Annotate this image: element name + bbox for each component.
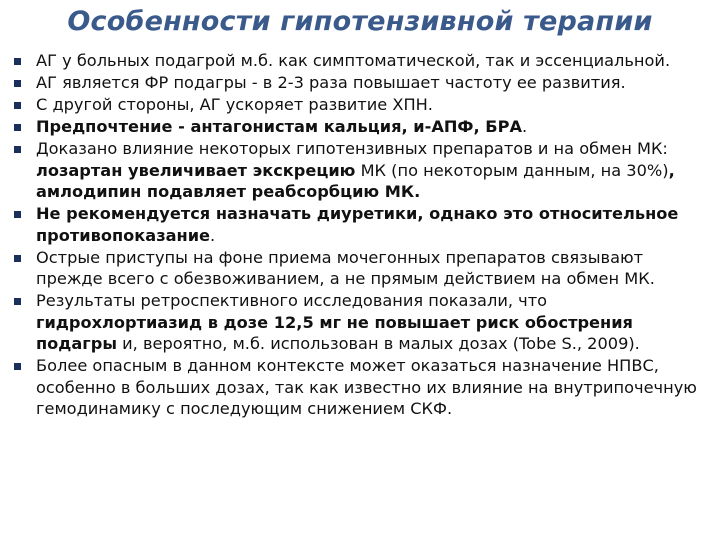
square-bullet-icon [14,298,21,305]
text-run: . [210,225,216,245]
bullet-item [12,116,712,138]
bullet-item [12,290,712,355]
bullet-text [36,139,675,201]
text-run: . [521,117,528,136]
text-run: АГ у больных подагрой м.б. как симптоматической, так и эссенциальной. [36,51,671,70]
text-run: и, вероятно, м.б. использован в малых дозах (Tobe S., 2009). [117,334,640,353]
text-run: С другой стороны, АГ ускоряет развитие ХПН. [36,95,433,114]
bold-text-run: гидрохлортиазид в дозе 12,5 мг не повышает риск обострения подагры [36,312,633,353]
bullet-text [36,95,433,114]
bold-text-run: , амлодипин подавляет реабсорбцию МК. [36,160,675,201]
bold-text-run: Предпочтение - антагонистам кальция, и-АПФ, БРА [36,117,522,136]
square-bullet-icon [14,363,21,370]
bullet-text [36,51,670,70]
slide-title: Особенности гипотензивной терапии [67,6,653,37]
bold-text-run: Не рекомендуется назначать диуретики, однако это относительное противопоказание [36,204,679,245]
text-run: Острые приступы на фоне приема мочегонных препаратов связывают прежде всего с обезвоживанием, а не прямым действием на обмен МК. [36,247,655,288]
bullet-text [36,248,655,289]
text-run: Доказано влияние некоторых гипотензивных препаратов и на обмен МК: [36,139,668,158]
text-run: АГ является ФР подагры - в 2-3 раза повышает частоту ее развития. [36,73,626,92]
text-run: Результаты ретроспективного исследования показали, что [36,291,548,310]
text-run: МК (по некоторым данным, на 30%) [355,160,669,180]
text-run: Более опасным в данном контексте может оказаться назначение НПВС, особенно в больших дозах, так как известно их влияние на внутрипочечную гемодинамику с последующим снижением СКФ. [36,356,697,418]
bullet-item [12,138,712,203]
bold-text-run: лозартан увеличивает экскрецию [36,160,356,180]
bullet-item [12,203,712,246]
square-bullet-icon [14,146,21,153]
bullet-text [36,356,697,418]
bullet-text [36,73,626,92]
square-bullet-icon [14,124,21,131]
bullet-item [12,247,712,290]
bullet-text [36,204,678,245]
square-bullet-icon [14,58,21,65]
bullet-item [12,50,712,72]
bullet-item [12,355,712,420]
square-bullet-icon [14,255,21,262]
bullet-item [12,94,712,116]
square-bullet-icon [14,211,21,218]
square-bullet-icon [14,102,21,109]
bullet-list [12,50,712,420]
bullet-text [36,291,640,353]
bullet-item [12,72,712,94]
bullet-text [36,117,527,136]
square-bullet-icon [14,80,21,87]
